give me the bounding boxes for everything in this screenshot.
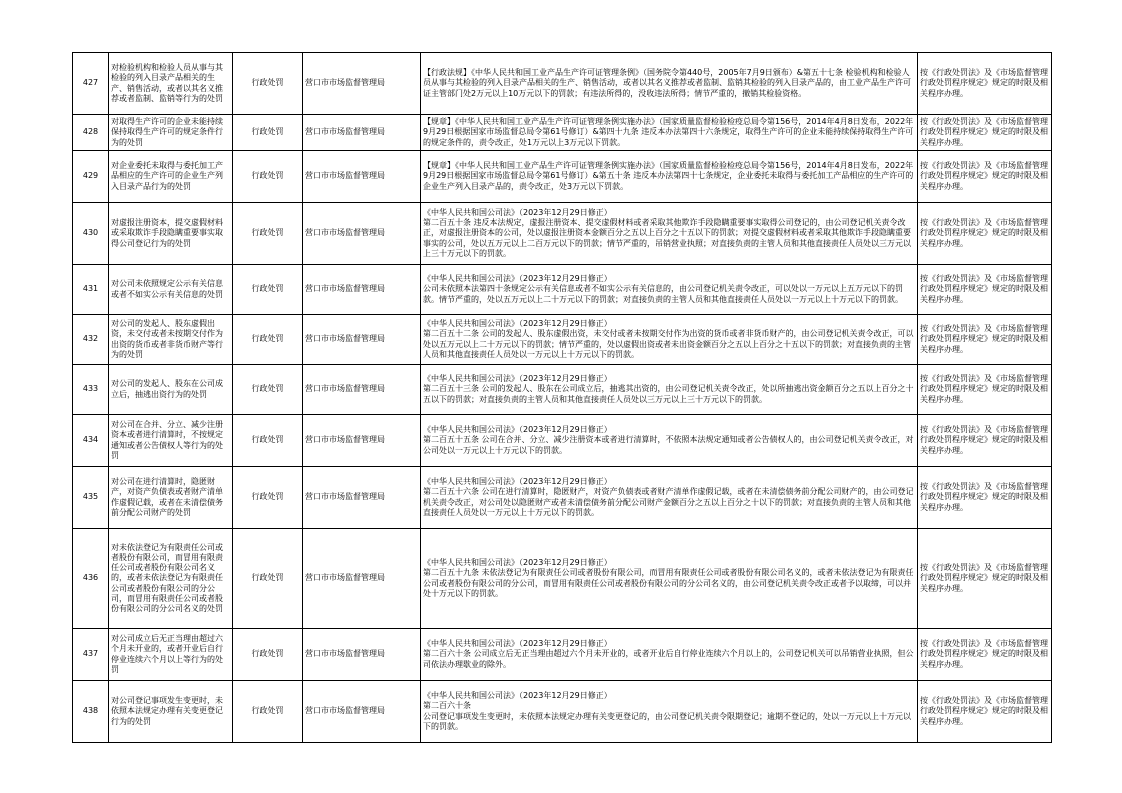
table-row [73, 53, 1052, 115]
item-name: 对未依法登记为有限责任公司或者股份有限公司，而冒用有限责任公司或者股份有限公司名义的，或者未依法登记为有限责任公司或者股份有限公司的分公司，而冒用有限责任公司或者股份有限公司的分公司名义的处罚 [109, 529, 233, 629]
penalty-items-table [72, 52, 1052, 743]
table-row [73, 629, 1052, 681]
procedure-requirement: 按《行政处罚法》及《市场监督管理行政处罚程序规定》规定的时限及相关程序办理。 [918, 53, 1052, 115]
table-row [73, 203, 1052, 265]
legal-basis: 《中华人民共和国公司法》（2023年12月29日修正） 公司未依照本法第四十条规定公示有关信息或者不如实公示有关信息的，由公司登记机关责令改正，可以处以一万元以上五万元以下的罚款。情节严重的，处以五万元以上二十万元以下的罚款；对直接负责的主管人员和其他直接责任人员处以一万元以上十万元以下的罚款。 [421, 265, 918, 315]
row-number: 433 [73, 365, 109, 415]
document-page [72, 52, 1051, 743]
implementing-department: 营口市市场监督管理局 [303, 265, 421, 315]
procedure-requirement: 按《行政处罚法》及《市场监督管理行政处罚程序规定》规定的时限及相关程序办理。 [918, 265, 1052, 315]
row-number: 430 [73, 203, 109, 265]
table-row [73, 151, 1052, 203]
item-name: 对公司的发起人、股东在公司成立后，抽逃出资行为的处罚 [109, 365, 233, 415]
row-number: 427 [73, 53, 109, 115]
legal-basis: 《中华人民共和国公司法》（2023年12月29日修正） 第二百五十三条 公司的发起人、股东在公司成立后，抽逃其出资的，由公司登记机关责令改正，处以所抽逃出资金额百分之五以上百分之十五以下的罚款；对直接负责的主管人员和其他直接责任人员处以三万元以上三十万元以下的罚款。 [421, 365, 918, 415]
item-category: 行政处罚 [233, 115, 303, 151]
implementing-department: 营口市市场监督管理局 [303, 203, 421, 265]
row-number: 436 [73, 529, 109, 629]
item-name: 对虚报注册资本，提交虚假材料或采取欺诈手段隐瞒重要事实取得公司登记行为的处罚 [109, 203, 233, 265]
procedure-requirement: 按《行政处罚法》及《市场监督管理行政处罚程序规定》规定的时限及相关程序办理。 [918, 365, 1052, 415]
legal-basis: 【规章】《中华人民共和国工业产品生产许可证管理条例实施办法》（国家质量监督检验检疫总局令第156号，2014年4月8日发布，2022年9月29日根据国家市场监督总局令第61号修订）&第五十条 违反本办法第四十七条规定，企业委托未取得与委托加工产品相应的生产许可的企业生产列入目录产品的，责令改正，处3万元以下罚款。 [421, 151, 918, 203]
item-category: 行政处罚 [233, 53, 303, 115]
item-category: 行政处罚 [233, 629, 303, 681]
table-row [73, 265, 1052, 315]
procedure-requirement: 按《行政处罚法》及《市场监督管理行政处罚程序规定》规定的时限及相关程序办理。 [918, 467, 1052, 529]
implementing-department: 营口市市场监督管理局 [303, 681, 421, 743]
implementing-department: 营口市市场监督管理局 [303, 629, 421, 681]
implementing-department: 营口市市场监督管理局 [303, 365, 421, 415]
implementing-department: 营口市市场监督管理局 [303, 53, 421, 115]
implementing-department: 营口市市场监督管理局 [303, 415, 421, 467]
item-category: 行政处罚 [233, 365, 303, 415]
row-number: 438 [73, 681, 109, 743]
row-number: 435 [73, 467, 109, 529]
legal-basis: 【规章】《中华人民共和国工业产品生产许可证管理条例实施办法》（国家质量监督检验检疫总局令第156号，2014年4月8日发布，2022年9月29日根据国家市场监督总局令第61号修订）&第四十九条 违反本办法第四十六条规定，取得生产许可的企业未能持续保持取得生产许可的规定条件的，责令改正，处1万元以上3万元以下罚款。 [421, 115, 918, 151]
row-number: 429 [73, 151, 109, 203]
row-number: 437 [73, 629, 109, 681]
item-category: 行政处罚 [233, 151, 303, 203]
procedure-requirement: 按《行政处罚法》及《市场监督管理行政处罚程序规定》规定的时限及相关程序办理。 [918, 629, 1052, 681]
legal-basis: 《中华人民共和国公司法》（2023年12月29日修正） 第二百五十二条 公司的发起人、股东虚假出资，未交付或者未按期交付作为出资的货币或者非货币财产的，由公司登记机关责令改正，可以处以五万元以上二十万元以下的罚款；情节严重的，处以虚假出资或者未出资金额百分之五以上百分之十五以下的罚款；对直接负责的主管人员和其他直接责任人员处以一万元以上十万元以下的罚款。 [421, 315, 918, 365]
item-name: 对公司成立后无正当理由超过六个月未开业的，或者开业后自行停业连续六个月以上等行为的处罚 [109, 629, 233, 681]
implementing-department: 营口市市场监督管理局 [303, 467, 421, 529]
item-name: 对检验机构和检验人员从事与其检验的列入目录产品相关的生产、销售活动，或者以其名义推荐或者监制、监销等行为的处罚 [109, 53, 233, 115]
item-name: 对企业委托未取得与委托加工产品相应的生产许可的企业生产列入目录产品行为的处罚 [109, 151, 233, 203]
item-category: 行政处罚 [233, 415, 303, 467]
item-category: 行政处罚 [233, 203, 303, 265]
implementing-department: 营口市市场监督管理局 [303, 529, 421, 629]
item-name: 对公司在合并、分立、减少注册资本或者进行清算时，不按规定通知或者公告债权人等行为的处罚 [109, 415, 233, 467]
table-row [73, 415, 1052, 467]
item-category: 行政处罚 [233, 315, 303, 365]
row-number: 434 [73, 415, 109, 467]
procedure-requirement: 按《行政处罚法》及《市场监督管理行政处罚程序规定》规定的时限及相关程序办理。 [918, 115, 1052, 151]
row-number: 428 [73, 115, 109, 151]
table-row [73, 529, 1052, 629]
table-row [73, 115, 1052, 151]
table-row [73, 315, 1052, 365]
procedure-requirement: 按《行政处罚法》及《市场监督管理行政处罚程序规定》规定的时限及相关程序办理。 [918, 681, 1052, 743]
table-row [73, 365, 1052, 415]
implementing-department: 营口市市场监督管理局 [303, 151, 421, 203]
legal-basis: 《中华人民共和国公司法》（2023年12月29日修正） 第二百五十条 违反本法规定，虚报注册资本、提交虚假材料或者采取其他欺诈手段隐瞒重要事实取得公司登记的，由公司登记机关责令改正，对虚报注册资本的公司，处以虚报注册资本金额百分之五以上百分之十五以下的罚款；对提交虚假材料或者采取其他欺诈手段隐瞒重要事实的公司，处以五万元以上二百万元以下的罚款；情节严重的，吊销营业执照；对直接负责的主管人员和其他直接责任人员处以三万元以上三十万元以下的罚款。 [421, 203, 918, 265]
item-category: 行政处罚 [233, 529, 303, 629]
implementing-department: 营口市市场监督管理局 [303, 315, 421, 365]
item-name: 对取得生产许可的企业未能持续保持取得生产许可的规定条件行为的处罚 [109, 115, 233, 151]
table-row [73, 467, 1052, 529]
procedure-requirement: 按《行政处罚法》及《市场监督管理行政处罚程序规定》规定的时限及相关程序办理。 [918, 315, 1052, 365]
row-number: 432 [73, 315, 109, 365]
implementing-department: 营口市市场监督管理局 [303, 115, 421, 151]
item-category: 行政处罚 [233, 681, 303, 743]
item-name: 对公司在进行清算时，隐匿财产，对资产负债表或者财产清单作虚假记载，或者在未清偿债务前分配公司财产的处罚 [109, 467, 233, 529]
legal-basis: 《中华人民共和国公司法》（2023年12月29日修正） 第二百五十五条 公司在合并、分立、减少注册资本或者进行清算时，不依照本法规定通知或者公告债权人的，由公司登记机关责令改正，对公司处以一万元以上十万元以下的罚款。 [421, 415, 918, 467]
procedure-requirement: 按《行政处罚法》及《市场监督管理行政处罚程序规定》规定的时限及相关程序办理。 [918, 415, 1052, 467]
item-name: 对公司未依照规定公示有关信息或者不如实公示有关信息的处罚 [109, 265, 233, 315]
legal-basis: 《中华人民共和国公司法》（2023年12月29日修正） 第二百五十九条 未依法登记为有限责任公司或者股份有限公司，而冒用有限责任公司或者股份有限公司名义的，或者未依法登记为有限责任公司或者股份有限公司的分公司，而冒用有限责任公司或者股份有限公司的分公司名义的，由公司登记机关责令改正或者予以取缔，可以并处十万元以下的罚款。 [421, 529, 918, 629]
procedure-requirement: 按《行政处罚法》及《市场监督管理行政处罚程序规定》规定的时限及相关程序办理。 [918, 529, 1052, 629]
procedure-requirement: 按《行政处罚法》及《市场监督管理行政处罚程序规定》规定的时限及相关程序办理。 [918, 203, 1052, 265]
row-number: 431 [73, 265, 109, 315]
item-category: 行政处罚 [233, 265, 303, 315]
legal-basis: 《中华人民共和国公司法》（2023年12月29日修正） 第二百五十六条 公司在进行清算时，隐匿财产，对资产负债表或者财产清单作虚假记载，或者在未清偿债务前分配公司财产的，由公司登记机关责令改正，对公司处以隐匿财产或者未清偿债务前分配公司财产金额百分之五以上百分之十以下的罚款；对直接负责的主管人员和其他直接责任人员处以一万元以上十万元以下的罚款。 [421, 467, 918, 529]
item-name: 对公司登记事项发生变更时，未依照本法规定办理有关变更登记行为的处罚 [109, 681, 233, 743]
procedure-requirement: 按《行政处罚法》及《市场监督管理行政处罚程序规定》规定的时限及相关程序办理。 [918, 151, 1052, 203]
legal-basis: 《中华人民共和国公司法》（2023年12月29日修正） 第二百六十条 公司成立后无正当理由超过六个月未开业的，或者开业后自行停业连续六个月以上的，公司登记机关可以吊销营业执照，但公司依法办理歇业的除外。 [421, 629, 918, 681]
legal-basis: 《中华人民共和国公司法》（2023年12月29日修正） 第二百六十条 公司登记事项发生变更时，未依照本法规定办理有关变更登记的，由公司登记机关责令限期登记；逾期不登记的，处以一万元以上十万元以下的罚款。 [421, 681, 918, 743]
table-row [73, 681, 1052, 743]
legal-basis: 【行政法规】《中华人民共和国工业产品生产许可证管理条例》（国务院令第440号，2005年7月9日颁布）&第五十七条 检验机构和检验人员从事与其检验的列入目录产品相关的生产、销售活动，或者以其名义推荐或者监制、监销其检验的列入目录产品的，由工业产品生产许可证主管部门处2万元以上10万元以下的罚款；有违法所得的，没收违法所得；情节严重的，撤销其检验资格。 [421, 53, 918, 115]
item-category: 行政处罚 [233, 467, 303, 529]
item-name: 对公司的发起人、股东虚假出资，未交付或者未按期交付作为出资的货币或者非货币财产等行为的处罚 [109, 315, 233, 365]
